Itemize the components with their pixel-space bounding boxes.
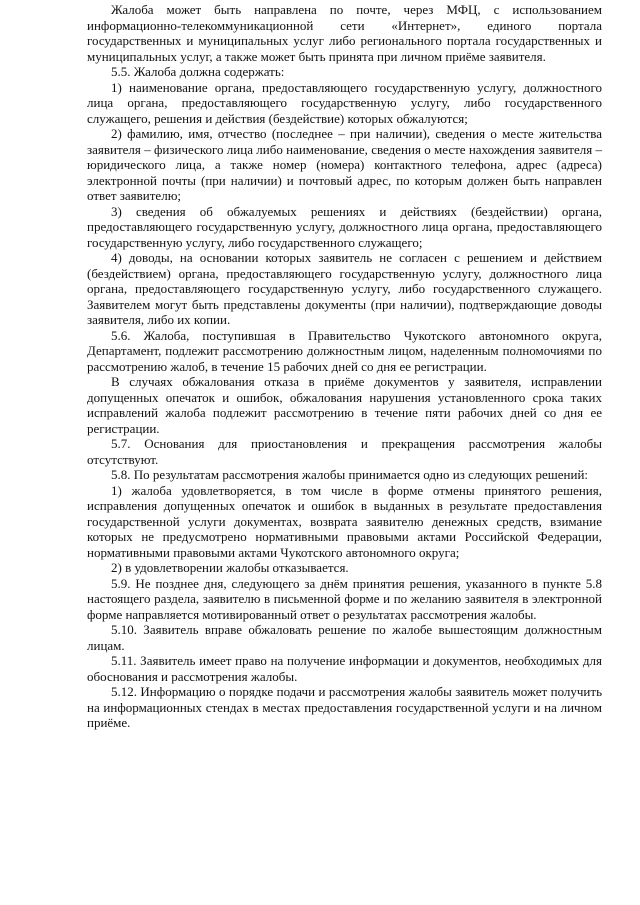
paragraph-5-5-item-3: 3) сведения об обжалуемых решениях и действиях (бездействии) органа, предоставляющего государственную услугу, должностного лица органа, предоставляющего государственную услугу, либо государственного служащего; [87,203,602,250]
paragraph-5-5-heading: 5.5. Жалоба должна содержать: [111,64,285,79]
paragraph-submission-methods: Жалоба может быть направлена по почте, через МФЦ, с использованием информационно-телекоммуникационной сети «Интернет», единого портала государственных и муниципальных услуг либо регионального портала государственных и муниципальных услуг, а также может быть принята при личном приёме заявителя. [87,2,602,64]
paragraph-5-5-item-2: 2) фамилию, имя, отчество (последнее – при наличии), сведения о месте жительства заявителя – физического лица либо наименование, сведения о месте нахождения заявителя – юридического лица, а также номер (номера) контактного телефона, адрес (адреса) электронной почты (при наличии) и почтовый адрес, по которым должен быть направлен ответ заявителю; [87,126,602,203]
paragraph-5-8: 5.8. По результатам рассмотрения жалобы принимается одно из следующих решений: [111,467,589,482]
paragraph-5-8-item-2: 2) в удовлетворении жалобы отказывается. [111,560,349,575]
paragraph-5-11: 5.11. Заявитель имеет право на получение информации и документов, необходимых для обоснования и рассмотрения жалобы. [87,653,602,684]
paragraph-5-10: 5.10. Заявитель вправе обжаловать решение по жалобе вышестоящим должностным лицам. [87,622,602,653]
paragraph-5-12: 5.12. Информацию о порядке подачи и рассмотрения жалобы заявитель может получить на информационных стендах в местах предоставления государственной услуги и на личном приёме. [87,684,602,730]
paragraph-5-7: 5.7. Основания для приостановления и прекращения рассмотрения жалобы отсутствуют. [87,436,602,467]
paragraph-5-6-refusal-cases: В случаях обжалования отказа в приёме документов у заявителя, исправлении допущенных опечаток и ошибок, обжалования нарушения установленного срока таких исправлений жалоба подлежит рассмотрению в течение пяти рабочих дней со дня ее регистрации. [87,374,602,436]
document-page [87,2,602,731]
paragraph-5-5-item-4: 4) доводы, на основании которых заявитель не согласен с решением и действием (бездействием) органа, предоставляющего государственную услугу, должностного лица органа, предоставляющего государственную услугу, либо государственного служащего. Заявителем могут быть представлены документы (при наличии), подтверждающие доводы заявителя, либо их копии. [87,250,602,327]
paragraph-5-6: 5.6. Жалоба, поступившая в Правительство Чукотского автономного округа, Департамент, подлежит рассмотрению должностным лицом, наделенным полномочиями по рассмотрению жалоб, в течение 15 рабочих дней со дня ее регистрации. [87,327,602,374]
paragraph-5-9: 5.9. Не позднее дня, следующего за днём принятия решения, указанного в пункте 5.8 настоящего раздела, заявителю в письменной форме и по желанию заявителя в электронной форме направляется мотивированный ответ о результатах рассмотрения жалобы. [87,575,602,622]
paragraph-5-8-item-1: 1) жалоба удовлетворяется, в том числе в форме отмены принятого решения, исправления допущенных опечаток и ошибок в выданных в результате предоставления государственной услуги документах, возврата заявителю денежных средств, взимание которых не предусмотрено нормативными правовыми актами Российской Федерации, нормативными правовыми актами Чукотского автономного округа; [87,482,602,560]
paragraph-5-5-item-1: 1) наименование органа, предоставляющего государственную услугу, должностного лица органа, предоставляющего государственную услугу, либо государственного служащего, решения и действия (бездействие) которых обжалуются; [87,79,602,126]
